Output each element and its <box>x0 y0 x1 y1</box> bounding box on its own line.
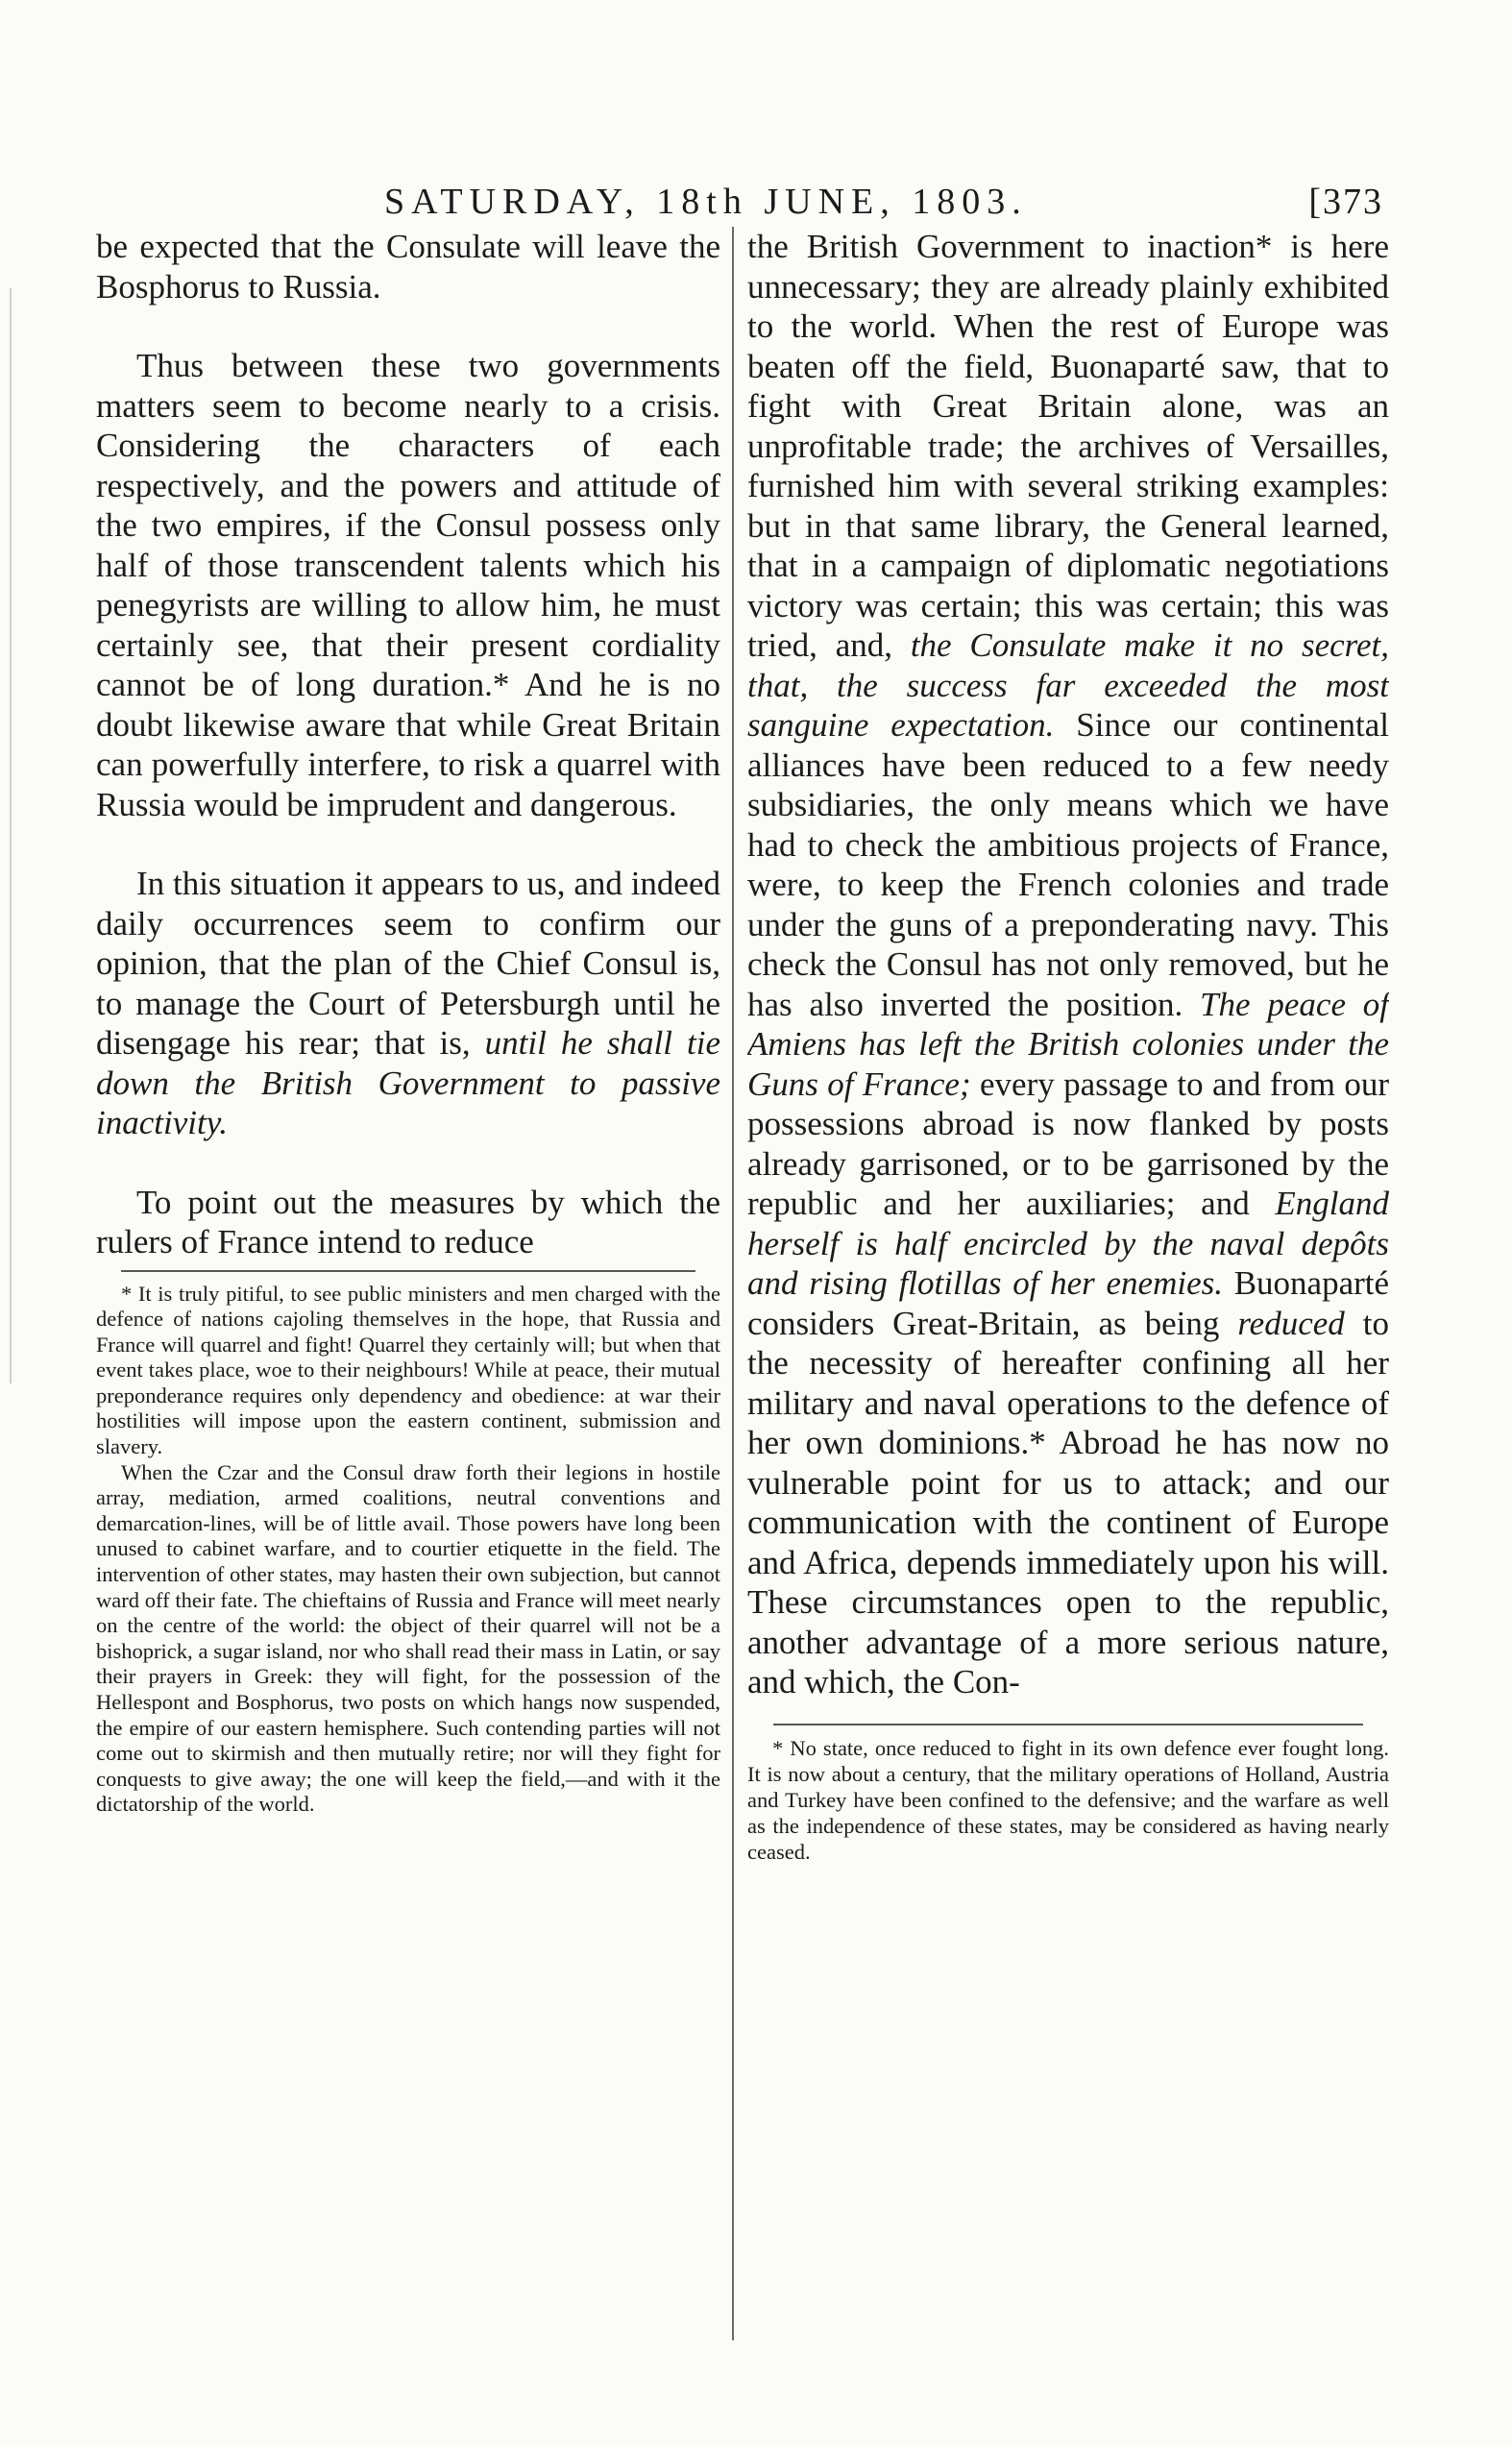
italic-phrase: England herself is half encircled by the naval depôts and rising flotillas of her enemies. <box>747 1185 1389 1302</box>
running-header <box>384 181 1383 223</box>
paragraph-text: Since our continental alliances have been reduced to a few needy subsidiaries, the only means which we have had to check the ambitious projects of France, were, to keep the French colonies and trade under the guns of a preponderating navy. This check the Consul has not only removed, but he has also inverted the position. <box>747 706 1389 1023</box>
paragraph-text: every passage to and from our possessions abroad is now flanked by posts already garrisoned, or to be garrisoned by the republic and her auxiliaries; and <box>747 1064 1389 1222</box>
paragraph <box>747 227 1389 1702</box>
paragraph <box>96 864 720 1143</box>
paragraph-text: Buonaparté considers Great-Britain, as being <box>747 1264 1389 1342</box>
footnote: * It is truly pitiful, to see public ministers and men charged with the defence of nations cajoling themselves in the hope, that Russia and France will quarrel and fight! Quarrel they certainly will; but when that event takes place, woe to their neighbours! While at peace, their mutual preponderance requires only dependency and obedience: at war their hostilities will impose upon the eastern continent, submission and slavery. <box>96 1281 720 1459</box>
page-number: [373 <box>1308 182 1383 222</box>
italic-phrase: The peace of Amiens has left the British colonies under the Guns of France; <box>747 985 1389 1103</box>
footnote-rule <box>121 1270 695 1272</box>
paragraph-text: the British Government to inaction* is here unnecessary; they are already plainly exhibited to the world. When the rest of Europe was beaten off the field, Buonaparté saw, that to fight with Great Britain alone, was an unprofitable trade; the archives of Versailles, furnished him with several striking examples: but in that same library, the General learned, that in a campaign of diplomatic negotiations victory was certain; this was certain; this was tried, and, <box>747 228 1389 664</box>
paragraph: Thus between these two governments matters seem to become nearly to a crisis. Considering the characters of each respectively, and the powers and attitude of the two empires, if the Consul possess only half of those transcendent talents which his penegyrists are willing to allow him, he must certainly see, that their present cordiality cannot be of long duration.* And he is no doubt likewise aware that while Great Britain can powerfully interfere, to risk a quarrel with Russia would be imprudent and dangerous. <box>96 347 720 823</box>
column-divider <box>732 227 734 2340</box>
italic-phrase: the Consulate make it no secret, that, the success far exceeded the most sanguine expectation. <box>747 626 1389 744</box>
paragraph: To point out the measures by which the rulers of France intend to reduce <box>96 1183 720 1260</box>
footnote: When the Czar and the Consul draw forth their legions in hostile array, mediation, armed coalitions, neutral conventions and demarcation-lines, will be of little avail. Those powers have long been unused to cabinet warfare, and to courtier etiquette in the field. The intervention of other states, may hasten their own subjection, but cannot ward off their fate. The chieftains of Russia and France will meet nearly on the centre of the world: the object of their quarrel will not be a bishoprick, a sugar island, nor who shall read their mass in Latin, or say their prayers in Greek: they will fight, for the possession of the Hellespont and Bosphorus, two posts on which hangs now suspended, the empire of our eastern hemisphere. Such contending parties will not come out to skirmish and then mutually retire; nor will they fight for conquests to give away; the one will keep the field,—and with it the dictatorship of the world. <box>96 1459 720 1817</box>
footnote-block <box>747 1724 1389 1865</box>
italic-phrase: until he shall tie down the British Government to passive inactivity. <box>96 1024 720 1141</box>
footnote-rule <box>773 1724 1364 1725</box>
right-column <box>747 227 1389 2340</box>
running-title: SATURDAY, 18th JUNE, 1803. <box>384 182 1028 222</box>
left-column <box>96 227 720 2340</box>
paragraph: be expected that the Consulate will leave the Bosphorus to Russia. <box>96 228 720 306</box>
paragraph-text: In this situation it appears to us, and indeed daily occurrences seem to confirm our opinion, that the plan of the Chief Consul is, to manage the Court of Petersburgh until he disengage his rear; that is, <box>96 865 720 1062</box>
paragraph-text: to the necessity of hereafter confining all her military and naval operations to the defence of her own dominions.* Abroad he has now no vulnerable point for us to attack; and our communication with the continent of Europe and Africa, depends immediately upon his will. These circumstances open to the republic, another advantage of a more serious nature, and which, the Con- <box>747 1304 1389 1701</box>
footnote: * No state, once reduced to fight in its own defence ever fought long. It is now about a century, that the military operations of Holland, Austria and Turkey have been confined to the defensive; and the warfare as well as the independence of these states, may be considered as having nearly ceased. <box>747 1735 1389 1864</box>
italic-phrase: reduced <box>1237 1304 1345 1342</box>
margin-rule <box>10 288 12 1383</box>
